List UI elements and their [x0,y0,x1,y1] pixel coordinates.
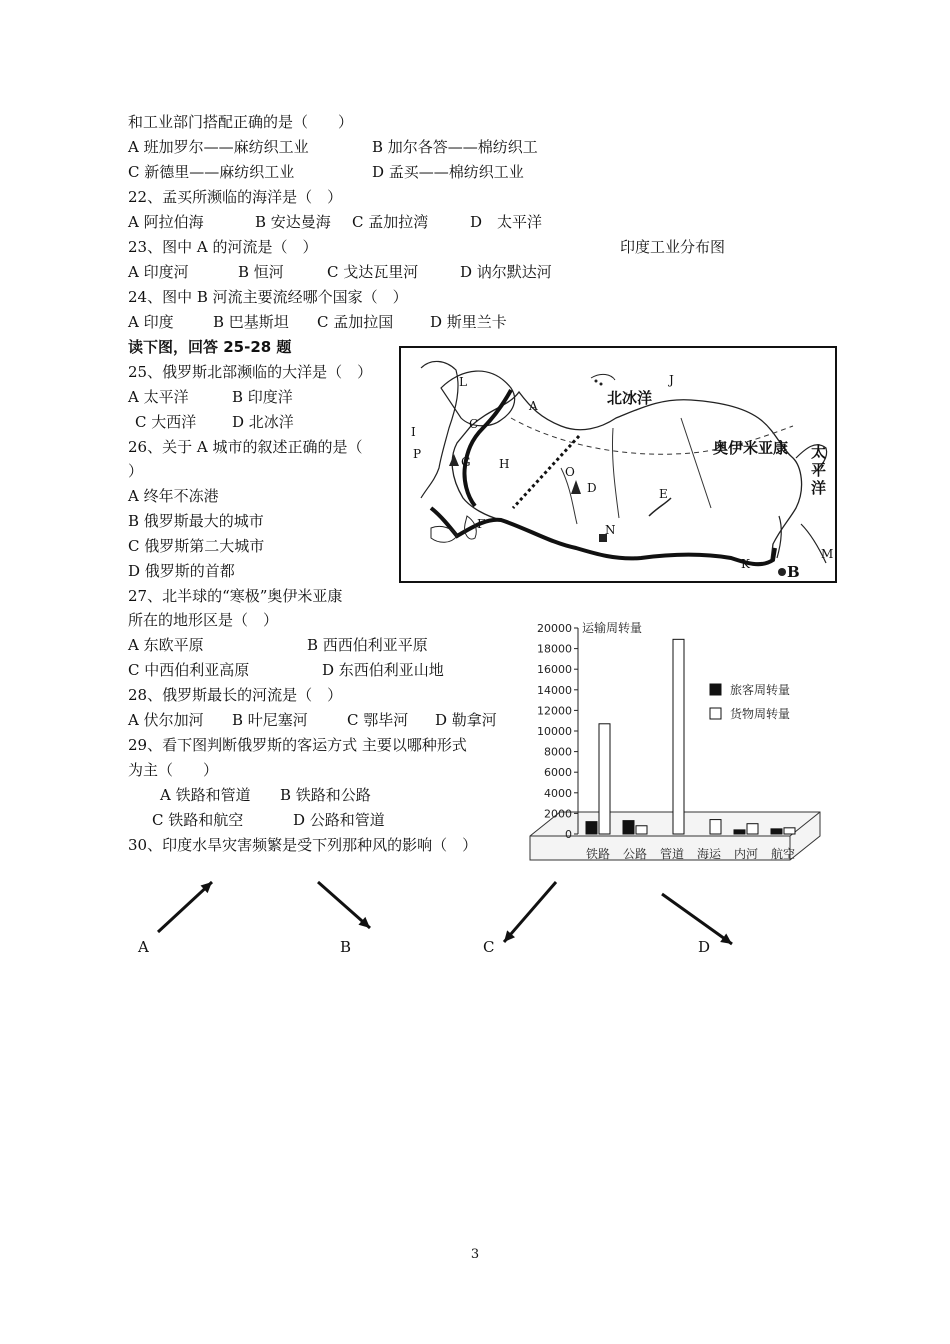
chart-y-tick-label-2: 4000 [544,786,572,800]
text-line-l34: 27、北半球的“寒极”奥伊米亚康 [128,587,343,605]
text-line-l39: D 东西伯利亚山地 [322,661,444,679]
wind-arrow-label-c: C [483,938,495,956]
chart-bar-1-0 [623,821,634,834]
chart-bar-5-0 [771,829,782,834]
transport-chart [520,612,842,872]
text-line-l02: A 班加罗尔——麻纺织工业 [128,138,309,156]
text-line-l49: C 铁路和航空 [152,811,244,829]
map-label-a: A [529,399,538,413]
text-line-l01: 和工业部门搭配正确的是（ ） [128,113,354,131]
text-line-l15: C 戈达瓦里河 [327,263,419,281]
text-line-l25: B 印度洋 [232,388,293,406]
text-line-l03: B 加尔各答——棉纺织工 [372,138,538,156]
chart-y-tick-label-3: 6000 [544,766,572,780]
wind-arrow-shape-c [496,878,586,948]
wind-arrow-c [496,878,586,948]
text-line-l17: 24、图中 B 河流主要流经哪个国家（ ） [128,288,408,306]
text-line-l44: D 勒拿河 [435,711,497,729]
text-line-l47: A 铁路和管道 [160,786,251,804]
chart-y-tick-label-6: 12000 [537,704,572,718]
text-line-l40: 28、俄罗斯最长的河流是（ ） [128,686,343,704]
text-line-l23: 25、俄罗斯北部濒临的大洋是（ ） [128,363,373,381]
chart-bar-0-0 [586,822,597,834]
map-label-d: D [587,481,597,495]
chart-y-tick-label-4: 8000 [544,745,572,759]
map-label-e: E [659,487,668,501]
text-line-l16: D 讷尔默达河 [460,263,552,281]
text-line-l48: B 铁路和公路 [280,786,371,804]
chart-x-label-2: 管道 [659,847,685,861]
map-label-l: L [459,375,467,389]
chart-legend-swatch-1 [710,708,721,719]
text-line-l35: 所在的地形区是（ ） [128,611,279,629]
text-line-l50: D 公路和管道 [293,811,385,829]
chart-x-label-1: 公路 [622,847,648,861]
text-line-l14: B 恒河 [238,263,284,281]
wind-arrow-label-b: B [340,938,352,956]
map-label-i: I [411,425,416,439]
chart-y-tick-label-10: 20000 [537,622,572,635]
chart-legend-label-0: 旅客周转量 [730,683,791,697]
text-line-l43: C 鄂毕河 [347,711,409,729]
chart-bar-4-1 [747,824,758,834]
text-line-l30: A 终年不冻港 [128,487,219,505]
chart-bar-4-0 [734,830,745,834]
pacific-label-3: 洋 [811,479,827,497]
text-line-l24: A 太平洋 [128,388,189,406]
text-line-l12: 印度工业分布图 [620,238,726,256]
russia-map [399,346,837,583]
text-line-l37: B 西西伯利亚平原 [307,636,428,654]
map-label-k: K [741,557,750,571]
text-line-l41: A 伏尔加河 [128,711,204,729]
map-label-c: C [469,417,479,431]
text-line-l26: C 大西洋 [135,413,197,431]
chart-bar-2-1 [673,639,684,834]
chart-bar-5-1 [784,828,795,834]
chart-y-tick-label-7: 14000 [537,683,572,697]
map-label-f: F [477,517,486,531]
wind-arrow-shape-a [150,878,240,948]
chart-x-label-0: 铁路 [585,847,611,861]
pacific-label-1: 太 [811,443,827,461]
text-line-l38: C 中西伯利亚高原 [128,661,250,679]
wind-arrow-label-a: A [138,938,149,956]
text-line-l07: A 阿拉伯海 [128,213,204,231]
arctic-ocean-label: 北冰洋 [607,389,653,407]
text-line-l18: A 印度 [128,313,174,331]
oymyakon-label: 奥伊米亚康 [713,439,789,457]
wind-arrow-b [310,878,400,948]
text-line-l11: 23、图中 A 的河流是（ ） [128,238,318,256]
map-label-m: M [821,547,834,561]
text-line-l20: C 孟加拉国 [317,313,394,331]
chart-bar-3-1 [710,820,721,834]
pacific-label-2: 平 [811,461,827,479]
chart-bar-0-1 [599,724,610,834]
text-line-l22: 读下图，回答 25-28 题 [128,338,292,356]
chart-bar-1-1 [636,826,647,834]
text-line-l28: 26、关于 A 城市的叙述正确的是（ [128,438,363,456]
text-line-l31: B 俄罗斯最大的城市 [128,512,264,530]
text-line-l46: 为主（ ） [128,761,219,779]
text-line-l27: D 北冰洋 [232,413,294,431]
map-label-h: H [499,457,510,471]
text-line-l51: 30、印度水旱灾害频繁是受下列那种风的影响（ ） [128,836,478,854]
text-line-l13: A 印度河 [128,263,189,281]
chart-x-label-5: 航空 [770,847,796,861]
map-label-o: O [565,465,575,479]
map-label-p: P [413,447,422,461]
page-number: 3 [470,1247,480,1262]
transport-chart-svg [520,612,842,872]
map-label-n: N [605,523,616,537]
chart-legend-swatch-0 [710,684,721,695]
wind-arrow-shape-b [310,878,400,948]
text-line-l29: ） [128,462,144,480]
text-line-l32: C 俄罗斯第二大城市 [128,537,265,555]
map-label-b: B [787,563,800,581]
text-line-l05: D 孟买——棉纺织工业 [372,163,524,181]
chart-y-axis-title: 运输周转量 [582,621,643,635]
chart-x-label-3: 海运 [696,847,722,861]
map-label-g: G [461,455,471,469]
text-line-l36: A 东欧平原 [128,636,204,654]
text-line-l10: D 太平洋 [470,213,543,231]
chart-y-tick-label-5: 10000 [537,725,572,738]
text-line-l04: C 新德里——麻纺织工业 [128,163,295,181]
text-line-l33: D 俄罗斯的首都 [128,562,235,580]
chart-y-tick-label-8: 16000 [537,663,572,677]
text-line-l42: B 叶尼塞河 [232,711,308,729]
text-line-l08: B 安达曼海 [255,213,331,231]
chart-legend-label-1: 货物周转量 [730,707,791,721]
chart-y-tick-label-0: 0 [565,828,572,841]
text-line-l09: C 孟加拉湾 [352,213,429,231]
chart-y-tick-label-1: 2000 [544,807,572,821]
text-line-l06: 22、孟买所濒临的海洋是（ ） [128,188,343,206]
chart-x-label-4: 内河 [733,847,759,861]
text-line-l45: 29、看下图判断俄罗斯的客运方式 主要以哪种形式 [128,736,467,754]
wind-arrow-a [150,878,240,948]
map-label-j: J [669,373,674,387]
wind-arrow-label-d: D [698,938,711,956]
chart-y-tick-label-9: 18000 [537,642,572,656]
text-line-l21: D 斯里兰卡 [430,313,507,331]
text-line-l19: B 巴基斯坦 [213,313,289,331]
